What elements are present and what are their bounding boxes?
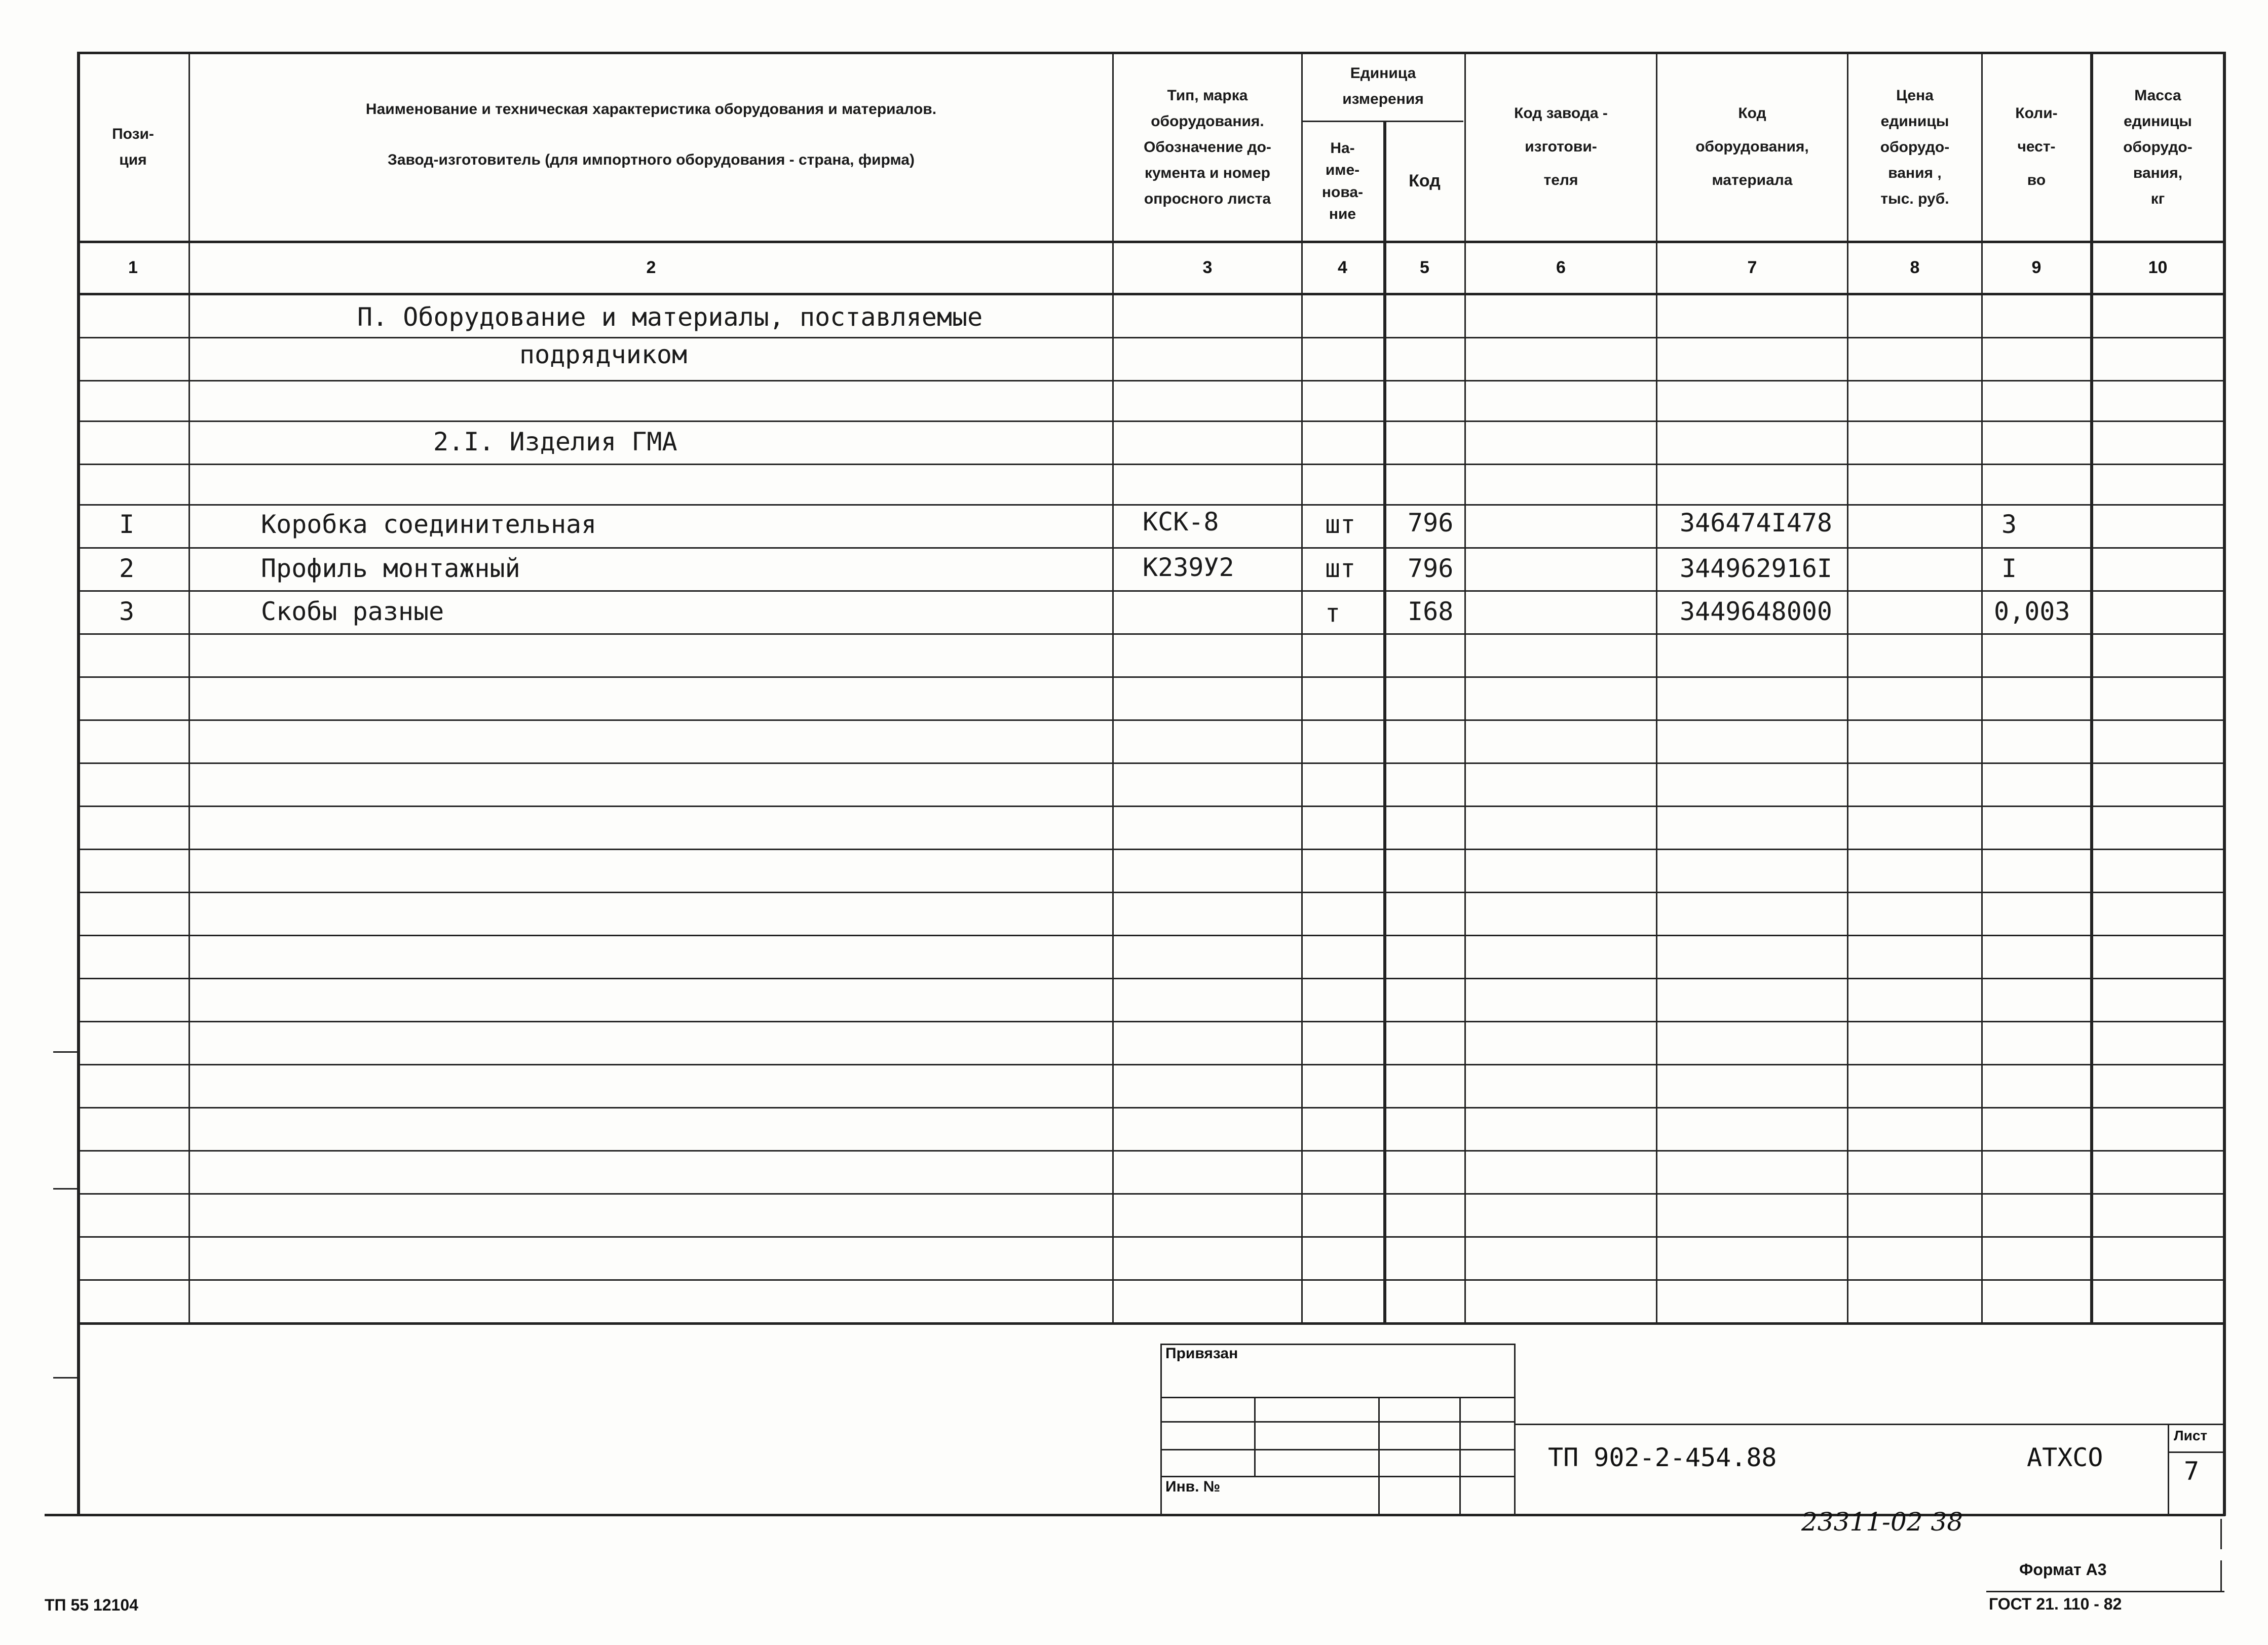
document-code: АТХСО [2027,1443,2103,1472]
column-number: 1 [128,257,138,277]
item-unit-code: I68 [1408,597,1454,626]
header-name-line2: Завод-изготовитель (для импортного оборудования - страна, фирма) [388,151,915,168]
footer-line [1986,1591,2224,1592]
margin-tick [53,1051,79,1053]
item-position: 3 [119,597,135,626]
row-line [77,590,2225,592]
item-quantity: 3 [2001,510,2017,539]
item-name: Коробка соединительная [261,510,597,539]
header-price: Цена единицы оборудо- вания , тыс. руб. [1880,87,1950,207]
column-number: 4 [1338,257,1347,277]
row-line [77,633,2225,635]
header-unit-code: Код [1409,171,1441,190]
sheet-label: Лист [2174,1428,2208,1443]
column-number: 7 [1747,257,1757,277]
stamp-line [1160,1421,1515,1423]
item-unit: шт [1325,554,1356,583]
row-line [77,504,2225,506]
column-number: 2 [646,257,656,277]
item-position: 2 [119,554,135,583]
subsection-title: 2.I. Изделия ГМА [433,427,677,456]
format-label: Формат А3 [2019,1560,2107,1579]
row-line [77,849,2225,850]
bound-label: Привязан [1165,1345,1238,1362]
stamp-line [1514,1344,1516,1515]
row-line [77,676,2225,678]
column-number: 10 [2148,257,2168,277]
row-line [77,1150,2225,1152]
row-line [77,547,2225,549]
row-line [77,1279,2225,1281]
header-name-line1: Наименование и техническая характеристика оборудования и материалов. [365,100,937,118]
standard-label: ГОСТ 21. 110 - 82 [1989,1595,2122,1613]
header-unit-group: Единица измерения [1342,65,1424,107]
header-position: Пози- ция [112,126,154,168]
item-quantity: 0,003 [1994,597,2070,626]
column-number: 8 [1910,257,1920,277]
stamp-line [1254,1397,1256,1476]
row-line [77,1193,2225,1195]
row-line [77,464,2225,465]
stamp-line [1378,1397,1380,1515]
item-unit-code: 796 [1408,508,1454,538]
archive-number: 23311-02 38 [1801,1507,1963,1537]
header-equipment-code: Код оборудования, материала [1695,105,1809,188]
column-number: 6 [1556,257,1566,277]
item-name: Профиль монтажный [261,554,520,583]
item-name: Скобы разные [261,597,444,626]
stamp-line [1160,1344,1162,1515]
stamp-line [1514,1424,2225,1425]
item-position: I [119,510,135,539]
row-line [77,380,2225,381]
item-type: КСК-8 [1143,507,1219,537]
frame-right-line [2223,52,2226,1516]
header-factory-code: Код завода - изготови- теля [1514,105,1608,188]
stamp-line [2168,1451,2225,1453]
section-title-line1: П. Оборудование и материалы, поставляемые [357,302,983,332]
margin-tick [53,1188,79,1190]
section-title-line2: подрядчиком [519,340,688,369]
row-line [77,1021,2225,1022]
row-line [77,420,2225,422]
column-number: 9 [2031,257,2042,277]
stamp-line [1160,1476,1515,1477]
header-quantity: Коли- чест- во [2015,105,2058,188]
table-bottom-line [77,1322,2225,1325]
inventory-label: Инв. № [1165,1478,1221,1495]
column-number: 5 [1420,257,1429,277]
margin-tick [2220,1519,2222,1549]
stamp-line [1160,1397,1515,1398]
row-line [77,719,2225,721]
item-quantity: I [2001,554,2017,583]
row-line [77,1236,2225,1238]
margin-tick [2220,1560,2222,1591]
item-unit: т [1325,598,1341,628]
colnum-bottom-line [77,293,2225,295]
item-equipment-code: 346474I478 [1680,508,1833,538]
margin-tick [53,1377,79,1379]
header-mass: Масса единицы оборудо- вания, кг [2123,87,2193,207]
row-line [77,762,2225,764]
col-line [1383,121,1386,1323]
stamp-line [1459,1397,1461,1515]
row-line [77,806,2225,807]
item-type: К239У2 [1143,553,1234,582]
row-line [77,935,2225,936]
item-equipment-code: 344962916I [1680,554,1833,583]
header-unit-name: На- име- нова- ние [1321,139,1364,222]
row-line [77,337,2225,338]
stamp-line [1160,1449,1515,1450]
document-number: ТП 902-2-454.88 [1548,1443,1777,1472]
row-line [77,892,2225,893]
row-line [77,1107,2225,1108]
item-unit-code: 796 [1408,554,1454,583]
item-unit: шт [1325,510,1356,539]
row-line [77,1064,2225,1065]
item-equipment-code: 3449648000 [1680,597,1833,626]
row-line [77,978,2225,979]
sheet-number: 7 [2184,1457,2200,1486]
left-footer-code: ТП 55 12104 [45,1596,138,1614]
column-number: 3 [1202,257,1213,277]
header-type: Тип, марка оборудования. Обозначение до- кумента и номер опросного листа [1144,87,1271,207]
stamp-line [2168,1424,2169,1515]
